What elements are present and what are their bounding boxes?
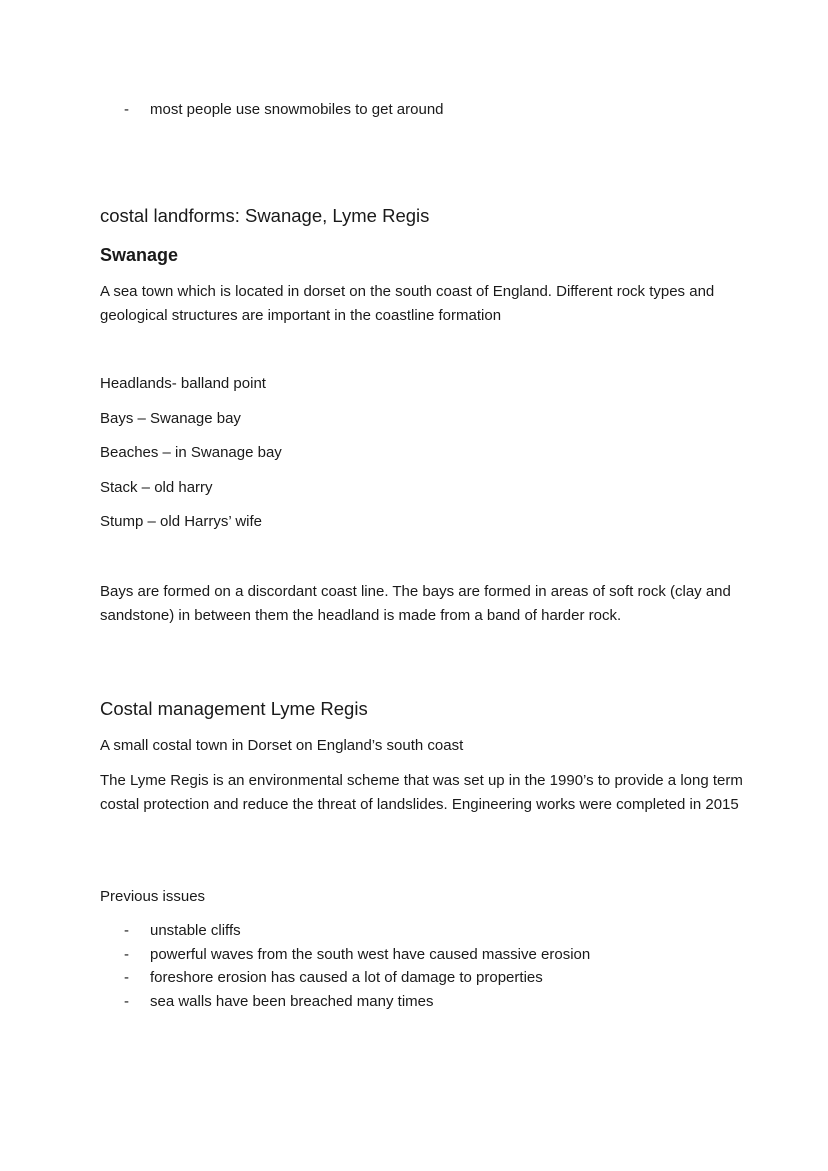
scheme-paragraph: The Lyme Regis is an environmental scheme that was set up in the 1990’s to provide a long term costal protection and reduce the threat of landslides. Engineering works were completed in 2015 xyxy=(100,772,743,813)
list-item xyxy=(124,919,590,943)
bullet-dash: - xyxy=(124,101,129,118)
list-item xyxy=(124,943,590,967)
intro-bullet-list xyxy=(124,98,444,122)
landforms-heading: costal landforms: Swanage, Lyme Regis xyxy=(100,205,430,226)
issues-bullet-list xyxy=(124,919,590,1013)
list-item-text: unstable cliffs xyxy=(150,922,241,939)
feature-beaches: Beaches – in Swanage bay xyxy=(100,444,282,461)
lyme-regis-intro: A small costal town in Dorset on England’s south coast xyxy=(100,737,464,754)
management-heading: Costal management Lyme Regis xyxy=(100,698,368,719)
list-item-text: foreshore erosion has caused a lot of damage to properties xyxy=(150,969,543,986)
list-item-text: most people use snowmobiles to get around xyxy=(150,101,444,118)
feature-bays: Bays – Swanage bay xyxy=(100,410,241,427)
bullet-dash: - xyxy=(124,922,129,939)
swanage-description: A sea town which is located in dorset on the south coast of England. Different rock types and geological structures are important in the coastline formation xyxy=(100,283,715,324)
list-item-text: sea walls have been breached many times xyxy=(150,992,434,1010)
feature-stack: Stack – old harry xyxy=(100,479,213,496)
swanage-subheading: Swanage xyxy=(100,245,179,265)
feature-stump: Stump – old Harrys’ wife xyxy=(100,513,262,530)
list-item xyxy=(124,966,590,990)
list-item xyxy=(124,98,444,122)
feature-headlands: Headlands- balland point xyxy=(100,375,266,392)
bullet-dash: - xyxy=(124,969,129,986)
list-item xyxy=(124,990,590,1014)
list-item-text: powerful waves from the south west have caused massive erosion xyxy=(150,945,591,963)
previous-issues-label: Previous issues xyxy=(100,888,206,905)
bullet-dash: - xyxy=(124,992,129,1010)
bays-paragraph: Bays are formed on a discordant coast line. The bays are formed in areas of soft rock (clay and sandstone) in between them the headland is made from a band of harder rock. xyxy=(100,583,731,624)
bullet-dash: - xyxy=(124,945,129,963)
